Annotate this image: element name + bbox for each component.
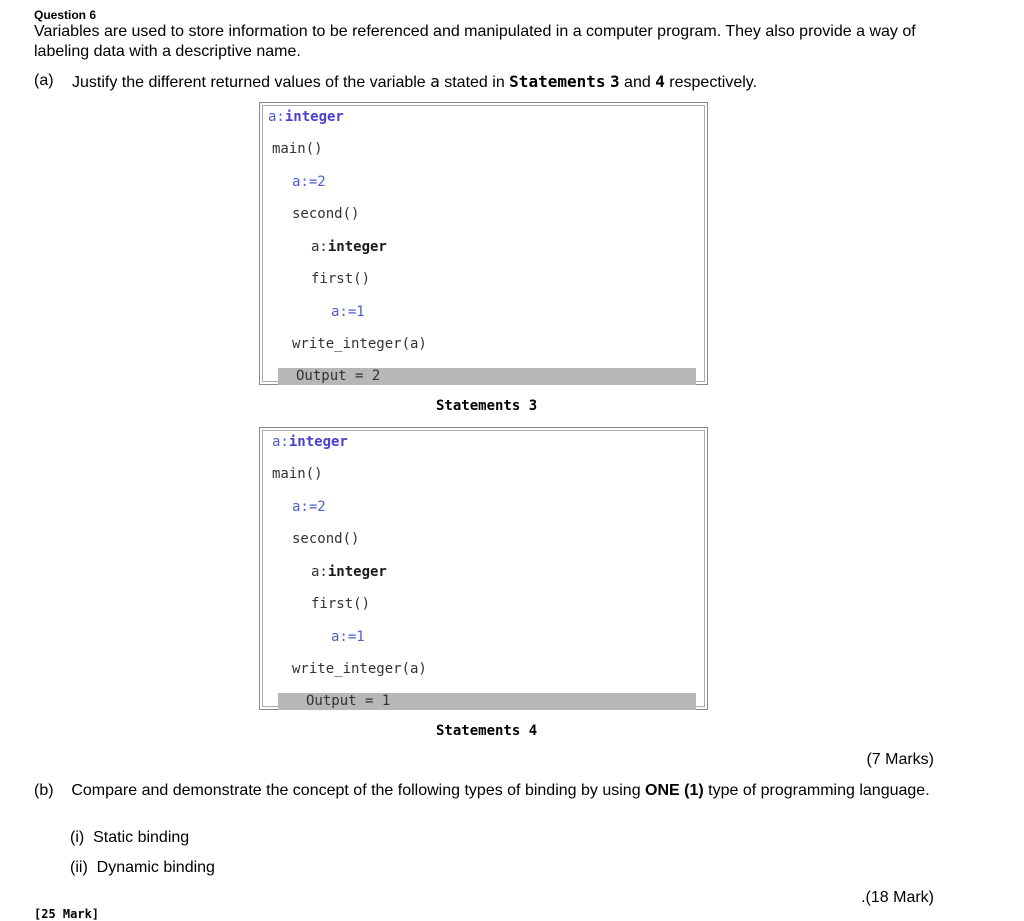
- code-token: integer: [327, 564, 387, 580]
- code-token: a:: [272, 434, 289, 450]
- item-text: Dynamic binding: [96, 859, 215, 876]
- question-intro: Variables are used to store information to be referenced and manipulated in a computer program. They also provide a way of labeling data with a descriptive name.: [34, 23, 916, 60]
- code-line-first: first(): [311, 271, 371, 287]
- part-b-label: (b): [34, 782, 54, 799]
- code-line-local-decl: [311, 239, 387, 255]
- statements-4-caption: Statements 4: [436, 723, 538, 739]
- part-a-text-after: respectively.: [669, 74, 758, 91]
- code-box-inner: [262, 105, 705, 382]
- item-number: (ii): [70, 859, 88, 876]
- code-token: integer: [288, 434, 348, 450]
- code-line-second: second(): [292, 531, 360, 547]
- code-token: a:: [268, 109, 285, 125]
- code-line-write: write_integer(a): [292, 661, 427, 677]
- code-token: a:: [311, 564, 328, 580]
- part-a-text-middle: stated in: [444, 74, 505, 91]
- code-line-global-decl: [268, 109, 344, 125]
- statements-3-caption: Statements 3: [436, 398, 538, 414]
- part-b-item-1: [70, 829, 189, 847]
- code-token: integer: [284, 109, 344, 125]
- part-a-marks: (7 Marks): [866, 751, 934, 768]
- part-a-var: a: [430, 72, 440, 91]
- part-b-text-after: type of programming language.: [708, 782, 930, 799]
- output-text: Output = 1: [306, 693, 391, 709]
- code-line-main: main(): [272, 141, 323, 157]
- code-line-assign-main: [292, 499, 326, 515]
- code-token: a:=2: [292, 499, 326, 515]
- code-line-global-decl: [272, 434, 348, 450]
- part-a-label: (a): [34, 72, 54, 89]
- code-token: a:: [311, 239, 328, 255]
- part-a-stmt-word: Statements: [509, 72, 606, 91]
- code-box-statements-4: [259, 427, 708, 710]
- code-box-statements-3: [259, 102, 708, 385]
- part-b-text-before: Compare and demonstrate the concept of the following types of binding by using: [71, 782, 641, 799]
- total-marks: [25 Mark]: [34, 907, 100, 921]
- item-number: (i): [70, 829, 85, 846]
- code-line-assign-main: [292, 174, 326, 190]
- code-line-second: second(): [292, 206, 360, 222]
- output-bar: [278, 368, 696, 385]
- code-token: a:=1: [331, 304, 365, 320]
- part-a-and: and: [624, 74, 651, 91]
- code-token: integer: [327, 239, 387, 255]
- code-token: a:=1: [331, 629, 365, 645]
- code-line-write: write_integer(a): [292, 336, 427, 352]
- question-title: Question 6: [34, 8, 97, 22]
- part-a-question: [72, 72, 757, 92]
- part-a-stmt3: 3: [609, 72, 620, 91]
- part-a-stmt4: 4: [655, 72, 665, 91]
- code-line-main: main(): [272, 466, 323, 482]
- code-line-local-decl: [311, 564, 387, 580]
- output-text: Output = 2: [296, 368, 381, 384]
- part-b-question: [34, 781, 934, 800]
- part-b-bold: ONE (1): [645, 782, 704, 799]
- part-b-item-2: [70, 859, 215, 877]
- part-b-marks: .(18 Mark): [861, 889, 934, 906]
- item-text: Static binding: [93, 829, 190, 846]
- part-a-text-before: Justify the different returned values of the variable: [72, 74, 426, 91]
- code-line-assign-first: [331, 304, 365, 320]
- code-box-inner: [262, 430, 705, 707]
- code-line-assign-first: [331, 629, 365, 645]
- code-line-first: first(): [311, 596, 371, 612]
- output-bar: [278, 693, 696, 710]
- code-token: a:=2: [292, 174, 326, 190]
